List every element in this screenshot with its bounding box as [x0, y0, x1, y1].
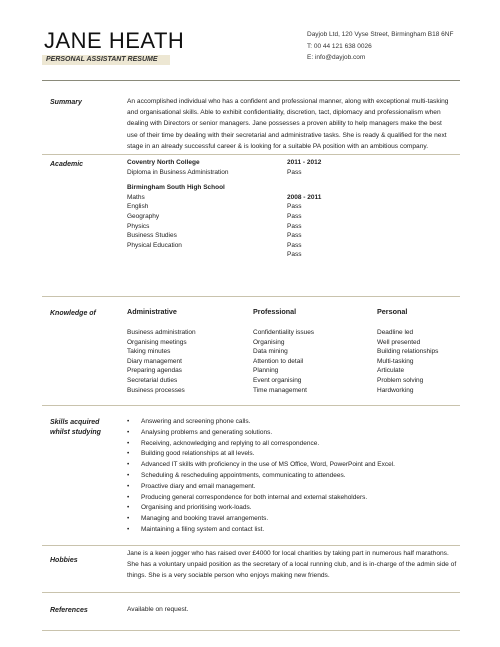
skill-bullet: • Proactive diary and email management.: [127, 482, 395, 493]
knowledge-item: Attention to detail: [253, 357, 304, 365]
summary-label: Summary: [50, 99, 82, 106]
knowledge-column-heading: Professional: [253, 307, 297, 316]
skill-bullet: • Producing general correspondence for both internal and external stakeholders.: [127, 493, 395, 504]
skill-bullet: • Answering and screening phone calls.: [127, 417, 395, 428]
knowledge-column-heading: Personal: [377, 307, 408, 316]
knowledge-item: Building relationships: [377, 348, 439, 356]
knowledge-item: Diary management: [127, 357, 182, 365]
knowledge-item: Multi-tasking: [377, 357, 414, 365]
section-divider: [42, 545, 460, 546]
skill-bullet: • Scheduling & rescheduling appointments, communicating to attendees.: [127, 471, 395, 482]
section-divider: [42, 154, 460, 155]
grade: Pass: [287, 203, 302, 211]
subject: Business Studies: [127, 232, 177, 240]
skill-bullet: • Analysing problems and generating solutions.: [127, 428, 395, 439]
institution-name: Birmingham South High School: [127, 184, 225, 192]
skills-label: [50, 418, 101, 438]
skills-list: [127, 417, 395, 536]
contact-phone: T: 00 44 121 638 0026: [307, 42, 372, 50]
subject: English: [127, 203, 149, 211]
grade: Pass: [287, 168, 302, 176]
grade: Pass: [287, 241, 302, 249]
knowledge-item: Business processes: [127, 386, 185, 394]
knowledge-item: Well presented: [377, 338, 421, 346]
skills-label-line: whilst studying: [50, 429, 101, 436]
knowledge-item: Hardworking: [377, 386, 414, 394]
section-divider: [42, 592, 460, 593]
header-divider: [42, 80, 460, 81]
contact-block: [307, 29, 453, 64]
candidate-name: JANE HEATH: [44, 28, 185, 53]
knowledge-item: Preparing agendas: [127, 367, 182, 375]
knowledge-item: Organising: [253, 338, 285, 346]
contact-address: Dayjob Ltd, 120 Vyse Street, Birmingham B18 6NF: [307, 31, 454, 38]
grade: Pass: [287, 212, 302, 220]
skills-label-line: Skills acquired: [50, 419, 100, 426]
knowledge-column-administrative: [127, 307, 196, 395]
grade: Pass: [287, 232, 302, 240]
subject: Physics: [127, 222, 150, 230]
contact-email[interactable]: E: info@dayjob.com: [307, 54, 366, 61]
skill-bullet: • Organising and prioritising work-loads.: [127, 503, 395, 514]
grade: Pass: [287, 251, 302, 259]
knowledge-item: Secretarial duties: [127, 376, 178, 384]
knowledge-item: Event organising: [253, 376, 302, 384]
references-label: References: [50, 607, 88, 614]
knowledge-item: Planning: [253, 367, 279, 375]
institution-name: Coventry North College: [127, 159, 200, 166]
knowledge-column-professional: [253, 307, 314, 395]
section-divider: [42, 296, 460, 297]
knowledge-item: Organising meetings: [127, 338, 187, 346]
knowledge-item: Data mining: [253, 348, 288, 356]
knowledge-column-personal: [377, 307, 438, 395]
knowledge-item: Articulate: [377, 367, 405, 375]
grade: Pass: [287, 222, 302, 230]
summary-text: An accomplished individual who has a confident and professional manner, along with exceptional multi-tasking and organisational skills. Able to exhibit confidentiality, discretion, tact, diplomacy and professionalism when dealing with Directors or senior managers. Jane possesses a proven ability to help managers make the best use of their time by dealing with their secretarial and administrative tasks. She is ready & qualified for the next stage in an already successful career & is looking for a suitable PA position with an ambitious company.: [127, 98, 449, 150]
hobbies-text: Jane is a keen jogger who has raised over £4000 for local charities by taking part in numerous half marathons. She has a voluntary unpaid position as the secretary of a local running club, and is in-charge of the admin side of things. She is a very sociable person who enjoys making new friends.: [127, 550, 457, 580]
knowledge-label: Knowledge of: [50, 310, 96, 317]
hobbies-label: Hobbies: [50, 557, 78, 564]
section-divider: [42, 630, 460, 631]
knowledge-item: Taking minutes: [127, 348, 171, 356]
subject: Maths: [127, 193, 145, 201]
academic-label: Academic: [50, 161, 84, 168]
resume-role-title: PERSONAL ASSISTANT RESUME: [46, 56, 158, 63]
skill-bullet: • Maintaining a filing system and contact list.: [127, 525, 395, 536]
skill-bullet: • Building good relationships at all levels.: [127, 449, 395, 460]
section-divider: [42, 405, 460, 406]
references-text: Available on request.: [127, 606, 189, 613]
subject: Physical Education: [127, 241, 182, 249]
academic-years: 2008 - 2011: [287, 193, 322, 201]
qualification: Diploma in Business Administration: [127, 168, 229, 176]
knowledge-item: Time management: [253, 386, 307, 394]
knowledge-item: Deadline led: [377, 329, 414, 336]
skill-bullet: • Managing and booking travel arrangements.: [127, 514, 395, 525]
knowledge-column-heading: Administrative: [127, 307, 177, 316]
subject: Geography: [127, 212, 160, 220]
skill-bullet: • Receiving, acknowledging and replying to all correspondence.: [127, 439, 395, 450]
academic-years: 2011 - 2012: [287, 159, 322, 166]
knowledge-item: Business administration: [127, 329, 196, 336]
skill-bullet: • Advanced IT skills with proficiency in the use of MS Office, Word, PowerPoint and Excel.: [127, 460, 395, 471]
knowledge-item: Problem solving: [377, 376, 424, 384]
knowledge-item: Confidentiality issues: [253, 329, 315, 336]
